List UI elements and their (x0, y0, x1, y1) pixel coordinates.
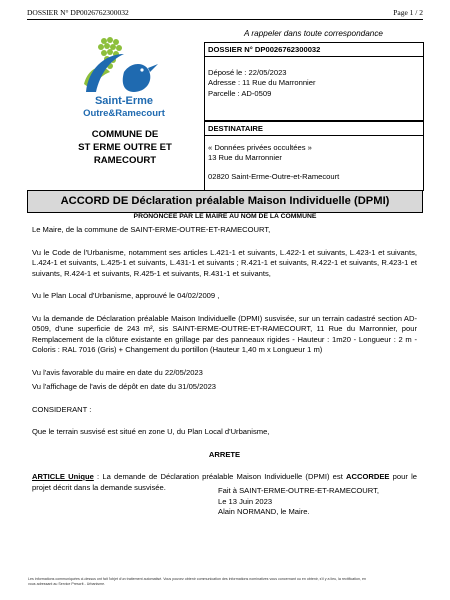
recipient-name: « Données privées occultées » (208, 142, 312, 152)
recipient-title: DESTINATAIRE (205, 122, 423, 136)
header-page-number: Page 1 / 2 (393, 8, 423, 17)
commune-line: RAMECOURT (93, 155, 157, 166)
footer-line: vous adressant au Service Prescrit - Urbanisme. (28, 582, 106, 586)
parcel: Parcelle : AD-0509 (208, 88, 272, 98)
body-paragraph: Vu le Code de l'Urbanisme, notamment ses articles L.421-1 et suivants, L.422-1 et suivants, L.423-1 et suivants, L.424-1 et suivants, L.425-1 et suivants, L.431-1 et suivants ; R.421-1 et suivants, R.422-1 et suivants, R.423-1 et suivants, R.424-1 et suivants, R.425-1 et suivants, R.431-1 et suivants, (32, 247, 417, 278)
footer-line: Les informations communiquées ci-dessus ont fait l'objet d'un traitement automatisé. Vous pouvez obtenir communication des informations nominatives vous concernant ou en obtenir, s'il y a lieu, la rectification, en (28, 577, 367, 581)
body-paragraph: Vu l'affichage de l'avis de dépôt en date du 31/05/2023 (32, 382, 217, 391)
recipient-street: 13 Rue du Marronnier (208, 153, 282, 163)
bird-icon (123, 64, 158, 92)
logo-text-line2: Outre&Ramecourt (83, 108, 165, 119)
accordee-text: ACCORDEE (346, 472, 390, 481)
decision-body (32, 225, 417, 505)
commune-logo (74, 32, 174, 122)
header-dossier: DOSSIER N° DP0026762300032 (27, 8, 129, 17)
signature-name: Alain NORMAND, le Maire. (218, 507, 310, 516)
arrete-heading: ARRETE (208, 449, 241, 459)
header-divider (27, 19, 423, 20)
body-paragraph: Le Maire, de la commune de SAINT-ERME-OUTRE-ET-RAMECOURT, (32, 225, 271, 234)
logo-text-line1: Saint-Erme (94, 95, 154, 107)
recipient-city: 02820 Saint-Erme-Outre-et-Ramecourt (208, 171, 340, 181)
signature-place: Fait à SAINT-ERME-OUTRE-ET-RAMECOURT, (218, 486, 380, 495)
deposit-date: Déposé le : 22/05/2023 (208, 67, 287, 77)
commune-name (40, 128, 210, 167)
signature-block (218, 486, 379, 518)
body-paragraph: Que le terrain susvisé est situé en zone U, du Plan Local d'Urbanisme, (32, 427, 270, 436)
dossier-box (204, 42, 424, 121)
considerant-heading: CONSIDERANT : (32, 404, 92, 414)
footer-notice (28, 577, 422, 587)
recipient-box (204, 121, 424, 191)
decision-subtitle: PRONONCEE PAR LE MAIRE AU NOM DE LA COMMUNE (133, 213, 317, 220)
signature-date: Le 13 Juin 2023 (218, 496, 273, 506)
article-label: ARTICLE Unique (32, 472, 94, 481)
decision-title: ACCORD DE Déclaration préalable Maison Individuelle (DPMI) (27, 190, 423, 213)
body-paragraph: Vu l'avis favorable du maire en date du 22/05/2023 (32, 367, 203, 377)
commune-line: COMMUNE DE (91, 129, 159, 140)
address: Adresse : 11 Rue du Marronnier (208, 78, 316, 88)
reference-note: A rappeler dans toute correspondance (244, 29, 383, 38)
dossier-box-title: DOSSIER N° DP0026762300032 (205, 43, 423, 57)
commune-line: ST ERME OUTRE ET (78, 142, 172, 153)
article-text-end: pour le projet décrit dans la demande susvisée. (32, 472, 417, 492)
article-text: : La demande de Déclaration préalable Maison Individuelle (DPMI) est (93, 472, 347, 481)
body-paragraph: Vu le Plan Local d'Urbanisme, approuvé le 04/02/2009 , (32, 291, 220, 300)
body-paragraph: Vu la demande de Déclaration préalable Maison Individuelle (DPMI) susvisée, sur un terrain cadastré section AD-0509, d'une superficie de 243 m², sis SAINT-ERME-OUTRE-ET-RAMECOURT, 11 Rue du Marronnier, pour Remplacement de la clôture existante en grillage par des panneaux rigides - Hauteur : 1m20 - Longueur : 2 m - Coloris : RAL 7016 (Gris) + Changement du portillon (Hauteur 1,40 m x Longueur 1 m) (32, 313, 417, 354)
